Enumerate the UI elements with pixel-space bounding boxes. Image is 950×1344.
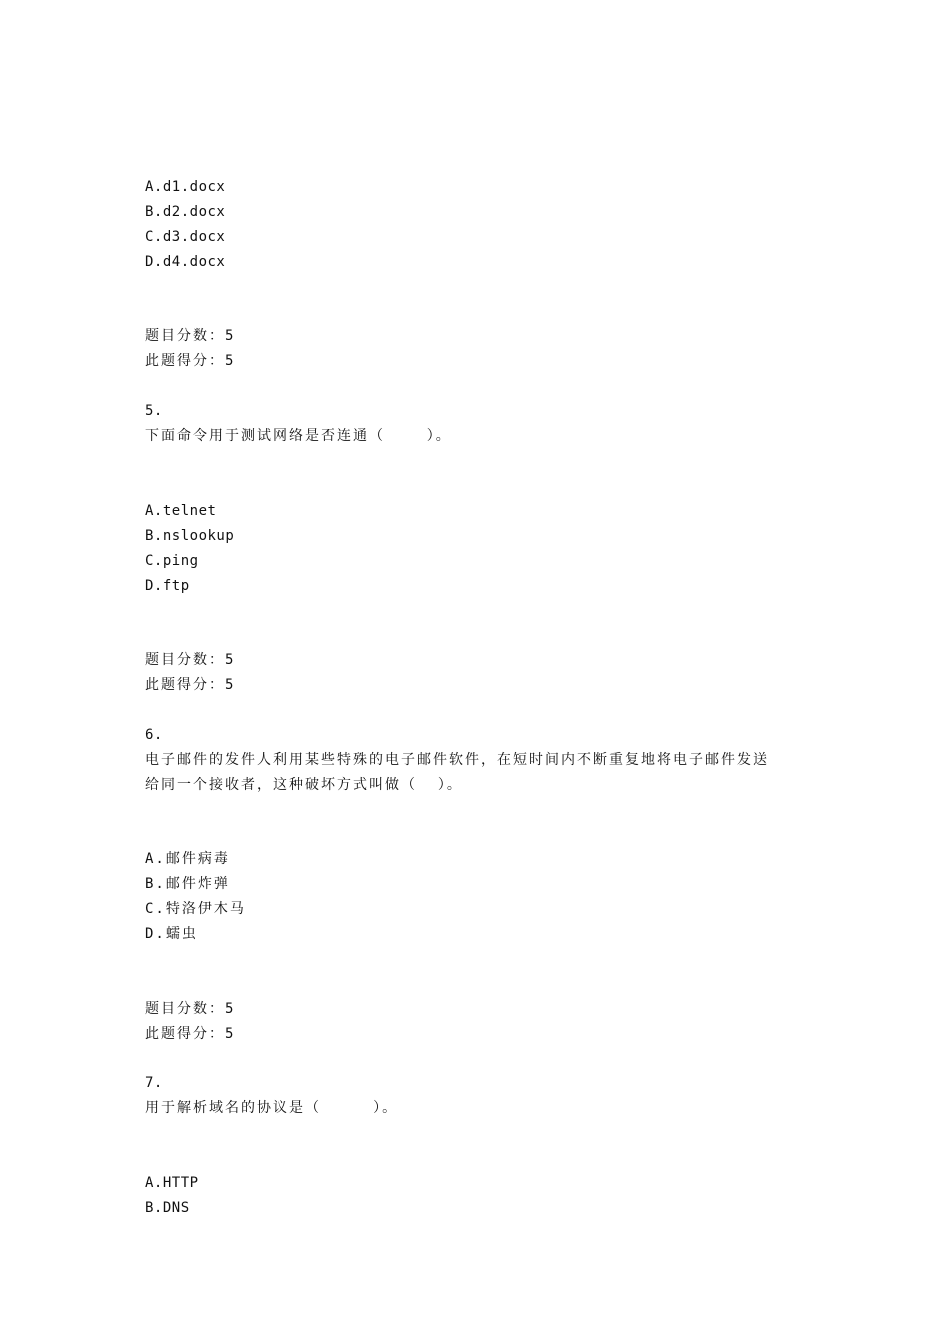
q4-score-got: 此题得分：5 [145, 353, 236, 369]
q4-score-total: 题目分数：5 [145, 328, 236, 344]
q5-option-d: D.ftp [145, 578, 190, 594]
q6-option-c: C.特洛伊木马 [145, 901, 246, 917]
q4-option-a: A.d1.docx [145, 179, 226, 195]
q6-score-got: 此题得分：5 [145, 1026, 236, 1042]
q6-score-total: 题目分数：5 [145, 1001, 236, 1017]
q6-option-a: A.邮件病毒 [145, 851, 230, 867]
q5-score-got: 此题得分：5 [145, 677, 236, 693]
q5-option-a: A.telnet [145, 503, 217, 519]
q5-stem: 下面命令用于测试网络是否连通（ ）。 [145, 428, 452, 444]
q7-option-a: A.HTTP [145, 1175, 199, 1191]
q4-option-d: D.d4.docx [145, 254, 226, 270]
q5-option-b: B.nslookup [145, 528, 235, 544]
q7-stem: 用于解析域名的协议是（ ）。 [145, 1100, 399, 1116]
q6-stem-line2: 给同一个接收者，这种破坏方式叫做（ ）。 [145, 777, 463, 793]
q4-option-b: B.d2.docx [145, 204, 226, 220]
q7-number: 7. [145, 1075, 163, 1091]
q5-number: 5. [145, 403, 163, 419]
q6-stem-line1: 电子邮件的发件人利用某些特殊的电子邮件软件，在短时间内不断重复地将电子邮件发送 [145, 752, 769, 768]
q5-option-c: C.ping [145, 553, 199, 569]
q6-number: 6. [145, 727, 163, 743]
q6-option-d: D.蠕虫 [145, 926, 198, 942]
q4-option-c: C.d3.docx [145, 229, 226, 245]
q5-score-total: 题目分数：5 [145, 652, 236, 668]
q6-option-b: B.邮件炸弹 [145, 876, 230, 892]
q7-option-b: B.DNS [145, 1200, 190, 1216]
